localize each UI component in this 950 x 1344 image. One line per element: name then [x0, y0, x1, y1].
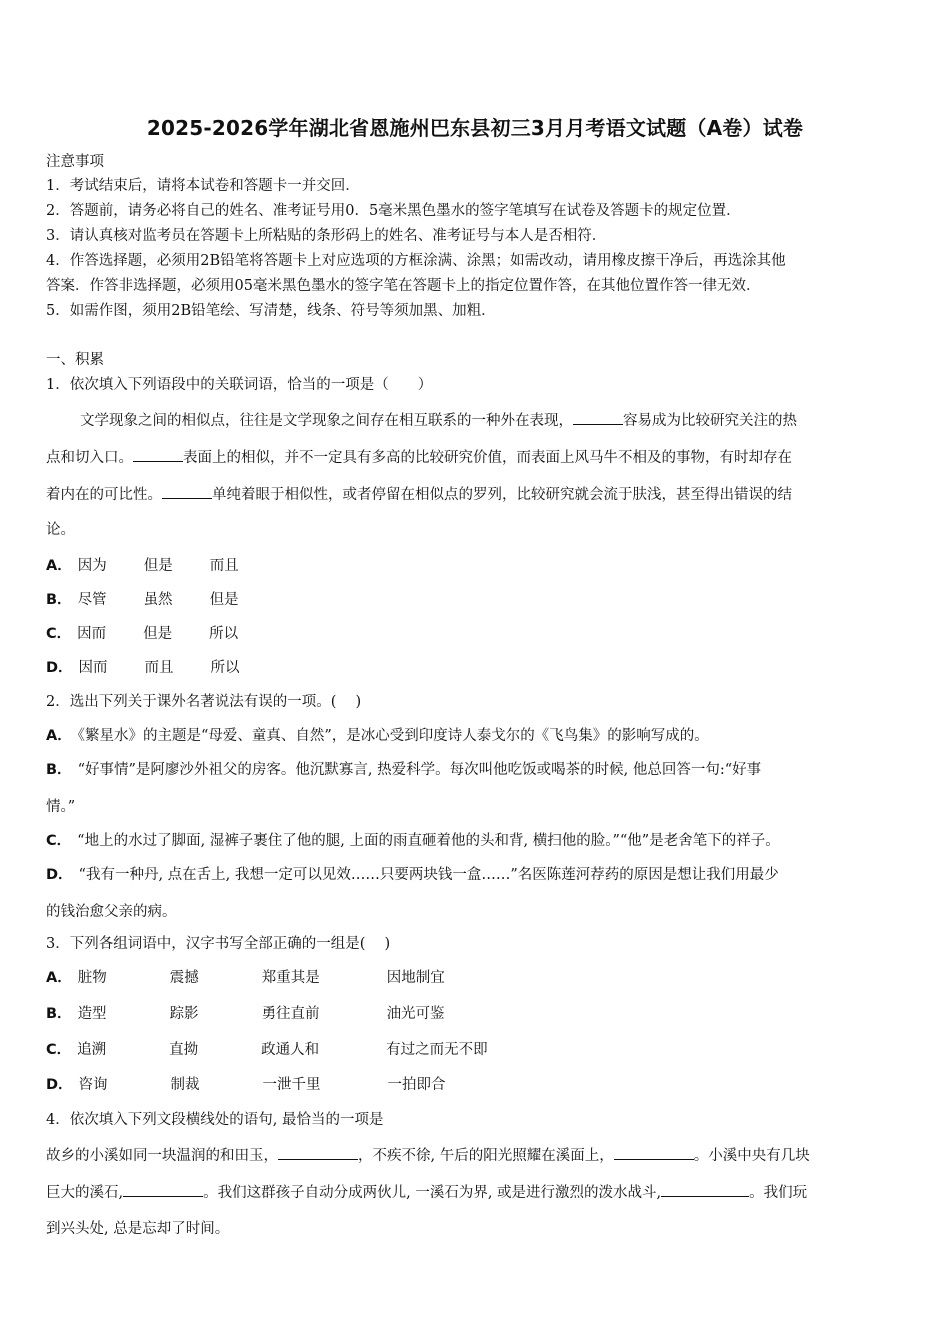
option-word: 咨询 [78, 1077, 108, 1093]
page-title: 2025-2026学年湖北省恩施州巴东县初三3月月考语文试题（A卷）试卷 [146, 116, 804, 140]
option-letter: A． [46, 558, 72, 574]
q1-option-b [46, 590, 239, 610]
option-letter: C． [46, 1042, 72, 1058]
notice-item: 5．如需作图，须用2B铅笔绘、写清楚，线条、符号等须加黑、加粗． [46, 303, 496, 319]
option-word: 脏物 [77, 970, 107, 986]
option-word: 有过之而无不即 [386, 1042, 488, 1058]
option-word: 尽管 [77, 592, 107, 608]
option-word: 追溯 [77, 1042, 107, 1058]
notice-item: 2．答题前，请务必将自己的姓名、准考证号用0．5毫米黑色墨水的签字笔填写在试卷及答题卡的规定位置． [46, 203, 741, 219]
option-letter: C． [46, 626, 72, 642]
option-word: 但是 [143, 558, 173, 574]
option-word: 郑重其是 [261, 970, 320, 986]
option-word: 因而 [77, 626, 107, 642]
q1-passage-line [80, 410, 797, 431]
option-letter: B． [46, 762, 72, 778]
option-letter: D． [46, 660, 73, 676]
q2-stem: 2．选出下列关于课外名著说法有误的一项。( ) [46, 694, 362, 710]
option-letter: D． [46, 1077, 73, 1093]
answer-blank [278, 1145, 358, 1160]
passage-text: ，不疾不徐, 午后的阳光照耀在溪面上， [358, 1148, 614, 1164]
option-letter: C． [46, 833, 72, 849]
option-letter: D． [46, 867, 73, 883]
passage-text: 文学现象之间的相似点，往往是文学现象之间存在相互联系的一种外在表现， [80, 413, 573, 429]
passage-text: 。我们这群孩子自动分成两伙儿, 一溪石为界, 或是进行激烈的泼水战斗, [203, 1185, 662, 1201]
option-word: 直拗 [169, 1042, 199, 1058]
passage-text: 容易成为比较研究关注的热 [623, 413, 797, 429]
option-word: 因地制宜 [386, 970, 445, 986]
q3-option-a [46, 968, 445, 988]
notice-heading: 注意事项 [46, 154, 104, 170]
passage-text: 单纯着眼于相似性，或者停留在相似点的罗列，比较研究就会流于肤浅，甚至得出错误的结 [212, 487, 792, 503]
q2-option-a [46, 726, 709, 746]
passage-text: 表面上的相似，并不一定具有多高的比较研究价值，而表面上风马牛不相及的事物，有时却存在 [183, 450, 792, 466]
option-word: 踪影 [169, 1006, 199, 1022]
q2-option-b [46, 760, 761, 780]
q2-option-b-cont: 情。” [46, 799, 76, 815]
option-word: 勇往直前 [261, 1006, 320, 1022]
q1-stem: 1．依次填入下列语段中的关联词语，恰当的一项是（ ） [46, 377, 433, 393]
passage-text: 故乡的小溪如同一块温润的和田玉， [46, 1148, 278, 1164]
option-text: “好事情”是阿廖沙外祖父的房客。他沉默寡言, 热爱科学。每次叫他吃饭或喝茶的时候, 他总回答一句:“好事 [77, 762, 762, 778]
option-letter: B． [46, 1006, 72, 1022]
notice-item: 答案．作答非选择题，必须用05毫米黑色墨水的签字笔在答题卡上的指定位置作答，在其他位置作答一律无效． [46, 278, 761, 294]
option-text: 《繁星水》的主题是“母爱、童真、自然”，是冰心受到印度诗人泰戈尔的《飞鸟集》的影响写成的。 [77, 728, 709, 744]
option-word: 所以 [209, 626, 239, 642]
passage-text: 。小溪中央有几块 [693, 1148, 810, 1164]
option-word: 但是 [209, 592, 239, 608]
option-word: 而且 [209, 558, 239, 574]
option-text: “我有一种丹, 点在舌上, 我想一定可以见效……只要两块钱一盒……”名医陈莲河荐药的原因是想让我们用最少 [78, 867, 779, 883]
option-word: 一泄千里 [262, 1077, 321, 1093]
answer-blank [123, 1182, 203, 1197]
q4-stem: 4．依次填入下列文段横线处的语句, 最恰当的一项是 [46, 1112, 384, 1128]
q1-option-c [46, 624, 238, 644]
answer-blank [573, 410, 623, 425]
option-word: 因为 [77, 558, 107, 574]
q3-option-b [46, 1004, 445, 1024]
option-word: 一拍即合 [387, 1077, 446, 1093]
q2-option-d-cont: 的钱治愈父亲的病。 [46, 904, 177, 920]
q1-option-a [46, 556, 239, 576]
option-letter: B． [46, 592, 72, 608]
notice-item: 3．请认真核对监考员在答题卡上所粘贴的条形码上的姓名、准考证号与本人是否相符． [46, 228, 607, 244]
option-word: 所以 [210, 660, 240, 676]
option-letter: A． [46, 970, 72, 986]
answer-blank [133, 447, 183, 462]
option-word: 造型 [77, 1006, 107, 1022]
option-word: 虽然 [143, 592, 173, 608]
q3-option-d [46, 1075, 446, 1095]
option-word: 震撼 [169, 970, 199, 986]
option-text: “地上的水过了脚面, 湿裤子裹住了他的腿, 上面的雨直砸着他的头和背, 横扫他的脸。”“他”是老舍笔下的祥子。 [77, 833, 780, 849]
passage-text: 。我们玩 [749, 1185, 808, 1201]
option-word: 政通人和 [261, 1042, 320, 1058]
answer-blank [162, 484, 212, 499]
answer-blank [614, 1145, 694, 1160]
notice-item: 4．作答选择题，必须用2B铅笔将答题卡上对应选项的方框涂满、涂黑；如需改动，请用橡皮擦干净后，再选涂其他 [46, 253, 786, 269]
q1-passage-line [46, 484, 792, 505]
option-word: 而且 [144, 660, 174, 676]
q4-passage-line: 到兴头处, 总是忘却了时间。 [46, 1221, 230, 1237]
q2-option-c [46, 831, 780, 851]
q4-passage-line [46, 1182, 807, 1203]
section-heading: 一、积累 [46, 352, 104, 368]
passage-text: 着内在的可比性。 [46, 487, 162, 503]
passage-text: 点和切入口。 [46, 450, 133, 466]
q1-option-d [46, 658, 240, 678]
option-word: 因而 [78, 660, 108, 676]
answer-blank [661, 1182, 749, 1197]
option-word: 制裁 [170, 1077, 200, 1093]
q2-option-d [46, 865, 779, 885]
q1-passage-line: 论。 [46, 522, 75, 538]
q4-passage-line [46, 1145, 810, 1166]
q3-option-c [46, 1040, 488, 1060]
option-word: 油光可鉴 [386, 1006, 445, 1022]
option-word: 但是 [143, 626, 173, 642]
passage-text: 巨大的溪石, [46, 1185, 124, 1201]
q1-passage-line [46, 447, 792, 468]
notice-item: 1．考试结束后，请将本试卷和答题卡一并交回． [46, 178, 360, 194]
option-letter: A． [46, 728, 72, 744]
q3-stem: 3．下列各组词语中，汉字书写全部正确的一组是( ) [46, 936, 391, 952]
